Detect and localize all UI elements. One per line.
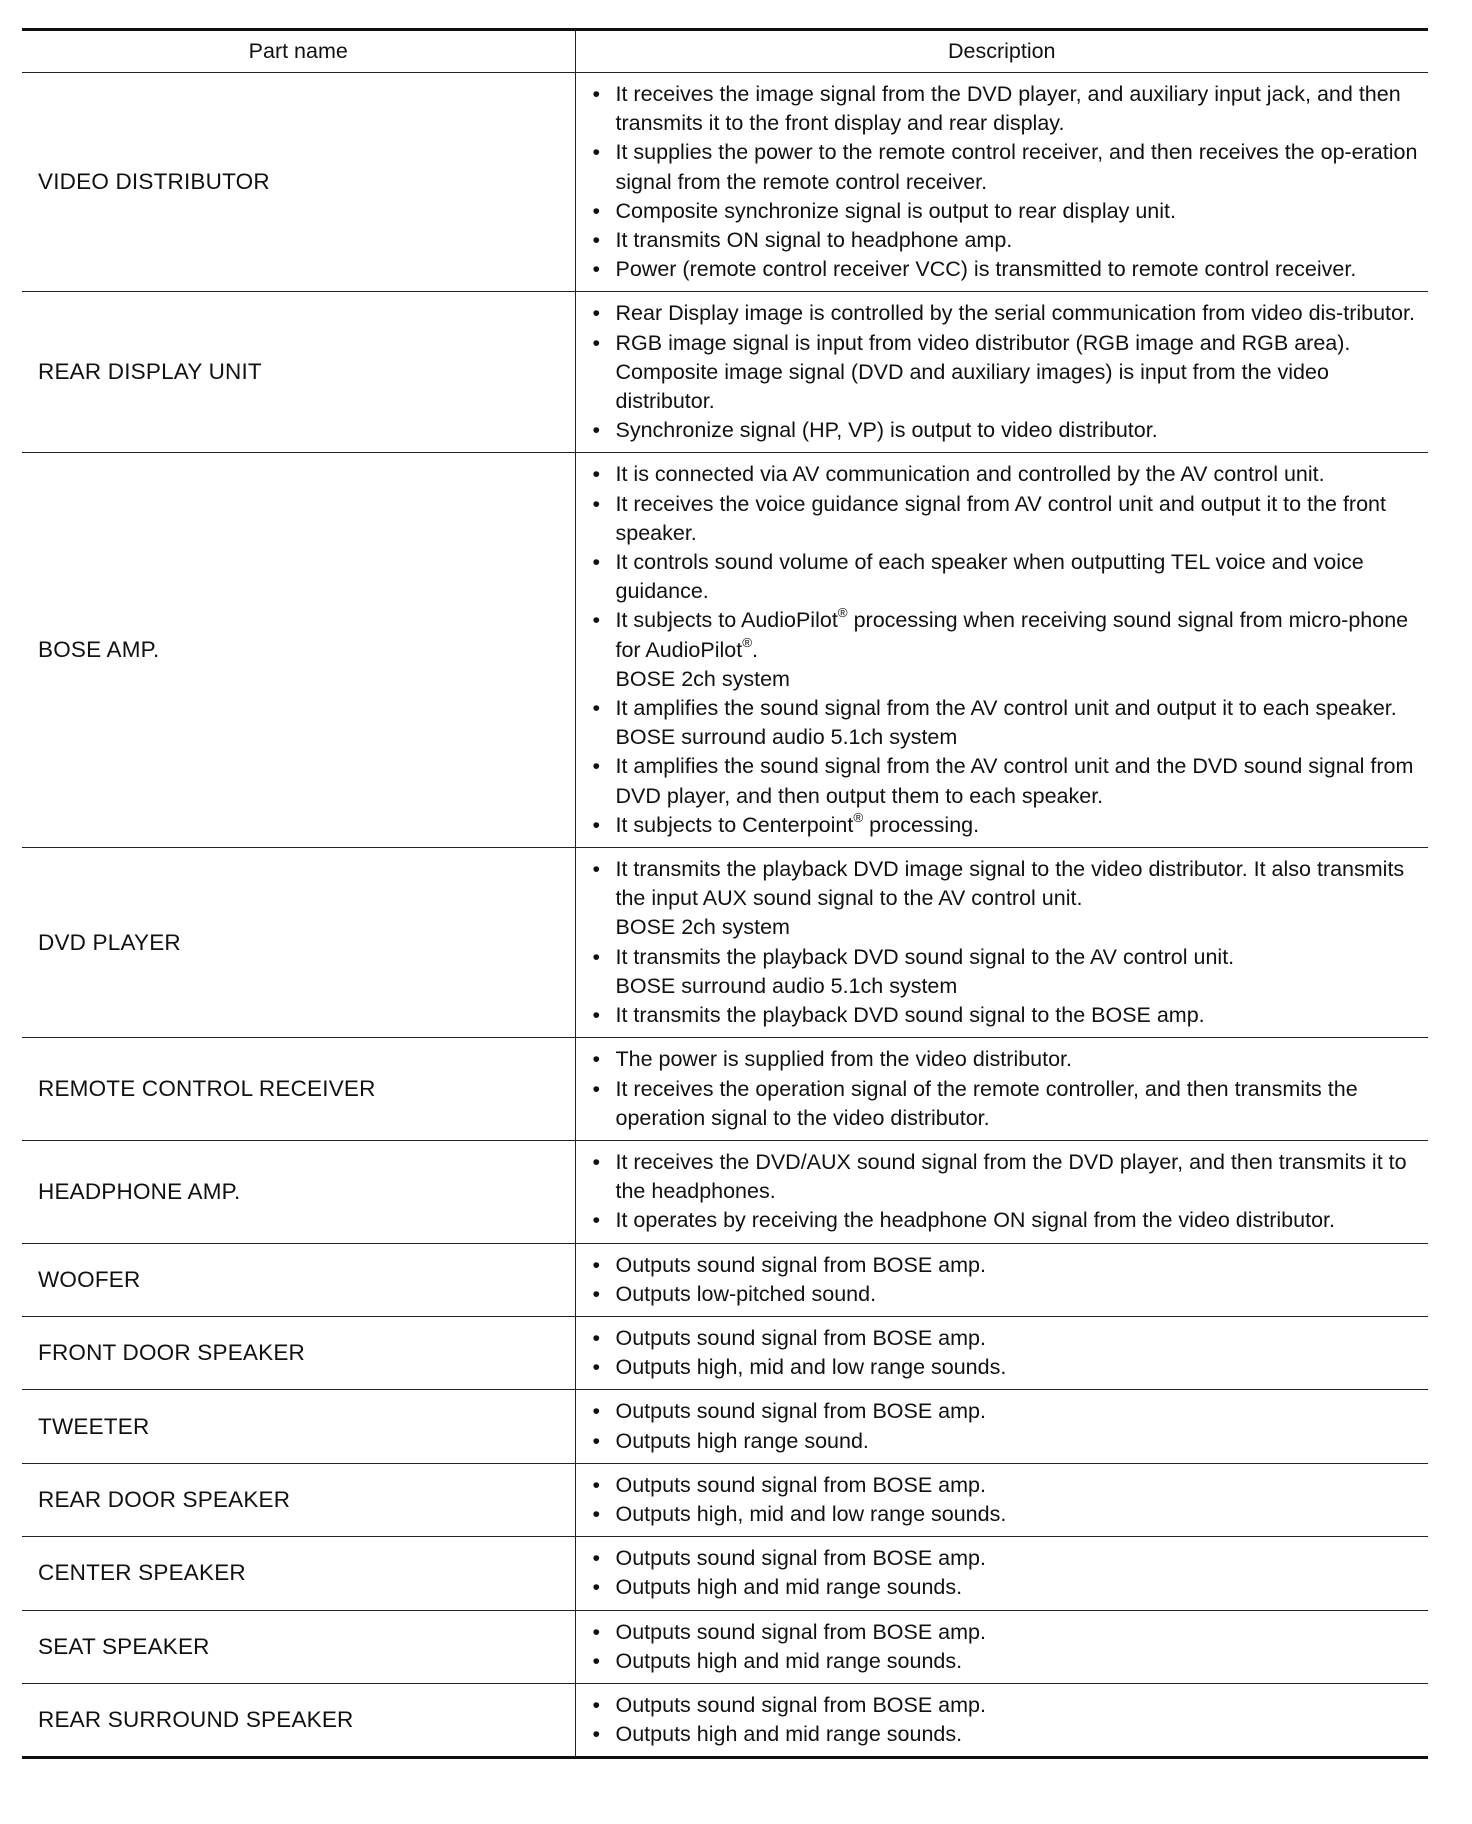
item-text: Rear Display image is controlled by the serial communication from video dis-tributor. [615,301,1415,326]
item-text: It transmits ON signal to headphone amp. [615,228,1013,253]
item-text: It transmits the playback DVD sound signal to the AV control unit. [615,944,1235,969]
item-text: Outputs high, mid and low range sounds. [615,1501,1007,1526]
item-text: Outputs high and mid range sounds. [615,1648,963,1673]
description-item [590,1045,1419,1074]
description-item [590,1471,1419,1500]
parts-description-table [22,28,1428,1759]
table-row [22,1683,1428,1757]
description-item [590,299,1419,328]
table-row [22,1390,1428,1463]
description-list [590,1618,1419,1676]
table-row [22,1537,1428,1610]
item-text: It transmits the playback DVD sound signal to the BOSE amp. [615,1003,1205,1028]
description-item [590,1075,1419,1133]
table-row [22,73,1428,292]
description-item [590,329,1419,417]
description-cell [575,1683,1428,1757]
item-text: Power (remote control receiver VCC) is transmitted to remote control receiver. [615,257,1357,282]
table-body [22,73,1428,1758]
item-text: Outputs sound signal from BOSE amp. [615,1325,986,1350]
description-list [590,1324,1419,1382]
part-name-cell: REAR SURROUND SPEAKER [22,1683,575,1757]
part-name-cell: REAR DISPLAY UNIT [22,292,575,453]
item-text: It subjects to AudioPilot [615,608,838,633]
part-name-cell: REMOTE CONTROL RECEIVER [22,1038,575,1141]
description-item [590,1353,1419,1382]
part-name-cell: BOSE AMP. [22,453,575,848]
part-name-cell: HEADPHONE AMP. [22,1140,575,1243]
description-cell [575,1610,1428,1683]
item-text: It receives the voice guidance signal from AV control unit and output it to the front speaker. [615,491,1386,545]
part-name-cell: VIDEO DISTRIBUTOR [22,73,575,292]
description-item [590,752,1419,810]
item-text-cont: processing. [863,812,980,837]
part-name-cell: CENTER SPEAKER [22,1537,575,1610]
description-item [590,855,1419,943]
description-item [590,1720,1419,1749]
description-item [590,1148,1419,1206]
item-text: Outputs sound signal from BOSE amp. [615,1619,986,1644]
description-item [590,1251,1419,1280]
description-item [590,548,1419,606]
table-row [22,1463,1428,1536]
part-name-cell: FRONT DOOR SPEAKER [22,1316,575,1389]
description-cell [575,1390,1428,1463]
part-name-cell: DVD PLAYER [22,848,575,1038]
header-part-name: Part name [22,30,575,73]
description-item [590,1427,1419,1456]
part-name-cell: REAR DOOR SPEAKER [22,1463,575,1536]
table-row [22,1038,1428,1141]
description-cell [575,1463,1428,1536]
description-list [590,1148,1419,1236]
item-text: Outputs high and mid range sounds. [615,1722,963,1747]
description-list [590,80,1419,284]
description-list [590,299,1419,445]
description-item [590,226,1419,255]
description-item [590,197,1419,226]
description-cell [575,292,1428,453]
item-text: It receives the operation signal of the remote controller, and then transmits the operation signal to the video distributor. [615,1076,1358,1130]
header-row [22,30,1428,73]
description-item [590,1544,1419,1573]
description-cell [575,1140,1428,1243]
description-list [590,1691,1419,1749]
part-name-cell: WOOFER [22,1243,575,1316]
description-item [590,811,1419,840]
description-item [590,460,1419,489]
item-text-cont: processing when receiving sound signal from micro-phone for AudioPilot [615,608,1409,662]
description-list [590,1544,1419,1602]
item-text: It subjects to Centerpoint [615,812,854,837]
description-item [590,80,1419,138]
item-text: It transmits the playback DVD image signal to the video distributor. It also transmits the input AUX sound signal to the AV control unit. [615,857,1405,911]
item-text: It operates by receiving the headphone ON signal from the video distributor. [615,1208,1335,1233]
item-subnote: BOSE surround audio 5.1ch system [615,973,958,998]
description-cell [575,1038,1428,1141]
part-name-cell: TWEETER [22,1390,575,1463]
registered-mark: ® [742,634,753,650]
table-row [22,453,1428,848]
description-item [590,1397,1419,1426]
description-list [590,460,1419,840]
item-subnote: BOSE surround audio 5.1ch system [615,725,958,750]
item-subnote: Composite image signal (DVD and auxiliary images) is input from the video distributor. [615,359,1329,414]
description-item [590,138,1419,196]
item-text: RGB image signal is input from video distributor (RGB image and RGB area). [615,330,1351,355]
table-row [22,1140,1428,1243]
table-row [22,1316,1428,1389]
registered-mark: ® [853,809,864,825]
description-cell [575,1316,1428,1389]
item-text: It receives the image signal from the DVD player, and auxiliary input jack, and then transmits it to the front display and rear display. [615,82,1401,136]
description-list [590,855,1419,1030]
item-text: It amplifies the sound signal from the AV control unit and output it to each speaker. [615,696,1397,721]
description-list [590,1251,1419,1309]
description-item [590,490,1419,548]
item-text: Composite synchronize signal is output to rear display unit. [615,198,1176,223]
description-cell [575,1243,1428,1316]
description-item [590,1618,1419,1647]
item-text: Outputs sound signal from BOSE amp. [615,1399,986,1424]
item-text: Synchronize signal (HP, VP) is output to video distributor. [615,418,1158,443]
table-row [22,848,1428,1038]
description-item [590,1001,1419,1030]
description-item [590,416,1419,445]
item-text: Outputs low-pitched sound. [615,1281,877,1306]
item-text: It is connected via AV communication and controlled by the AV control unit. [615,462,1325,487]
item-text: Outputs sound signal from BOSE amp. [615,1252,986,1277]
description-item [590,1324,1419,1353]
part-name-cell: SEAT SPEAKER [22,1610,575,1683]
description-item [590,1573,1419,1602]
item-text: It amplifies the sound signal from the AV control unit and the DVD sound signal from DVD player, and then output them to each speaker. [615,754,1414,808]
description-item [590,606,1419,694]
table-row [22,1610,1428,1683]
item-subnote: BOSE 2ch system [615,666,790,691]
item-text: Outputs high range sound. [615,1428,869,1453]
item-subnote: BOSE 2ch system [615,915,790,940]
item-text: Outputs sound signal from BOSE amp. [615,1546,986,1571]
registered-mark: ® [837,605,848,621]
description-list [590,1397,1419,1455]
item-text: It supplies the power to the remote control receiver, and then receives the op-eration signal from the remote control receiver. [615,140,1418,194]
description-cell [575,1537,1428,1610]
table-row [22,292,1428,453]
header-description: Description [575,30,1428,73]
description-item [590,694,1419,752]
description-cell [575,848,1428,1038]
description-cell [575,453,1428,848]
item-text: Outputs high and mid range sounds. [615,1575,963,1600]
table-row [22,1243,1428,1316]
item-text-end: . [752,637,759,662]
description-list [590,1045,1419,1133]
item-text: It receives the DVD/AUX sound signal from the DVD player, and then transmits it to the headphones. [615,1149,1407,1204]
description-item [590,1206,1419,1235]
description-item [590,1280,1419,1309]
description-item [590,1647,1419,1676]
item-text: Outputs high, mid and low range sounds. [615,1355,1007,1380]
item-text: It controls sound volume of each speaker when outputting TEL voice and voice guidance. [615,550,1364,604]
description-list [590,1471,1419,1529]
description-item [590,1691,1419,1720]
description-item [590,943,1419,1001]
description-item [590,1500,1419,1529]
item-text: Outputs sound signal from BOSE amp. [615,1472,986,1497]
description-cell [575,73,1428,292]
item-text: The power is supplied from the video distributor. [615,1047,1073,1072]
item-text: Outputs sound signal from BOSE amp. [615,1692,986,1717]
description-item [590,255,1419,284]
